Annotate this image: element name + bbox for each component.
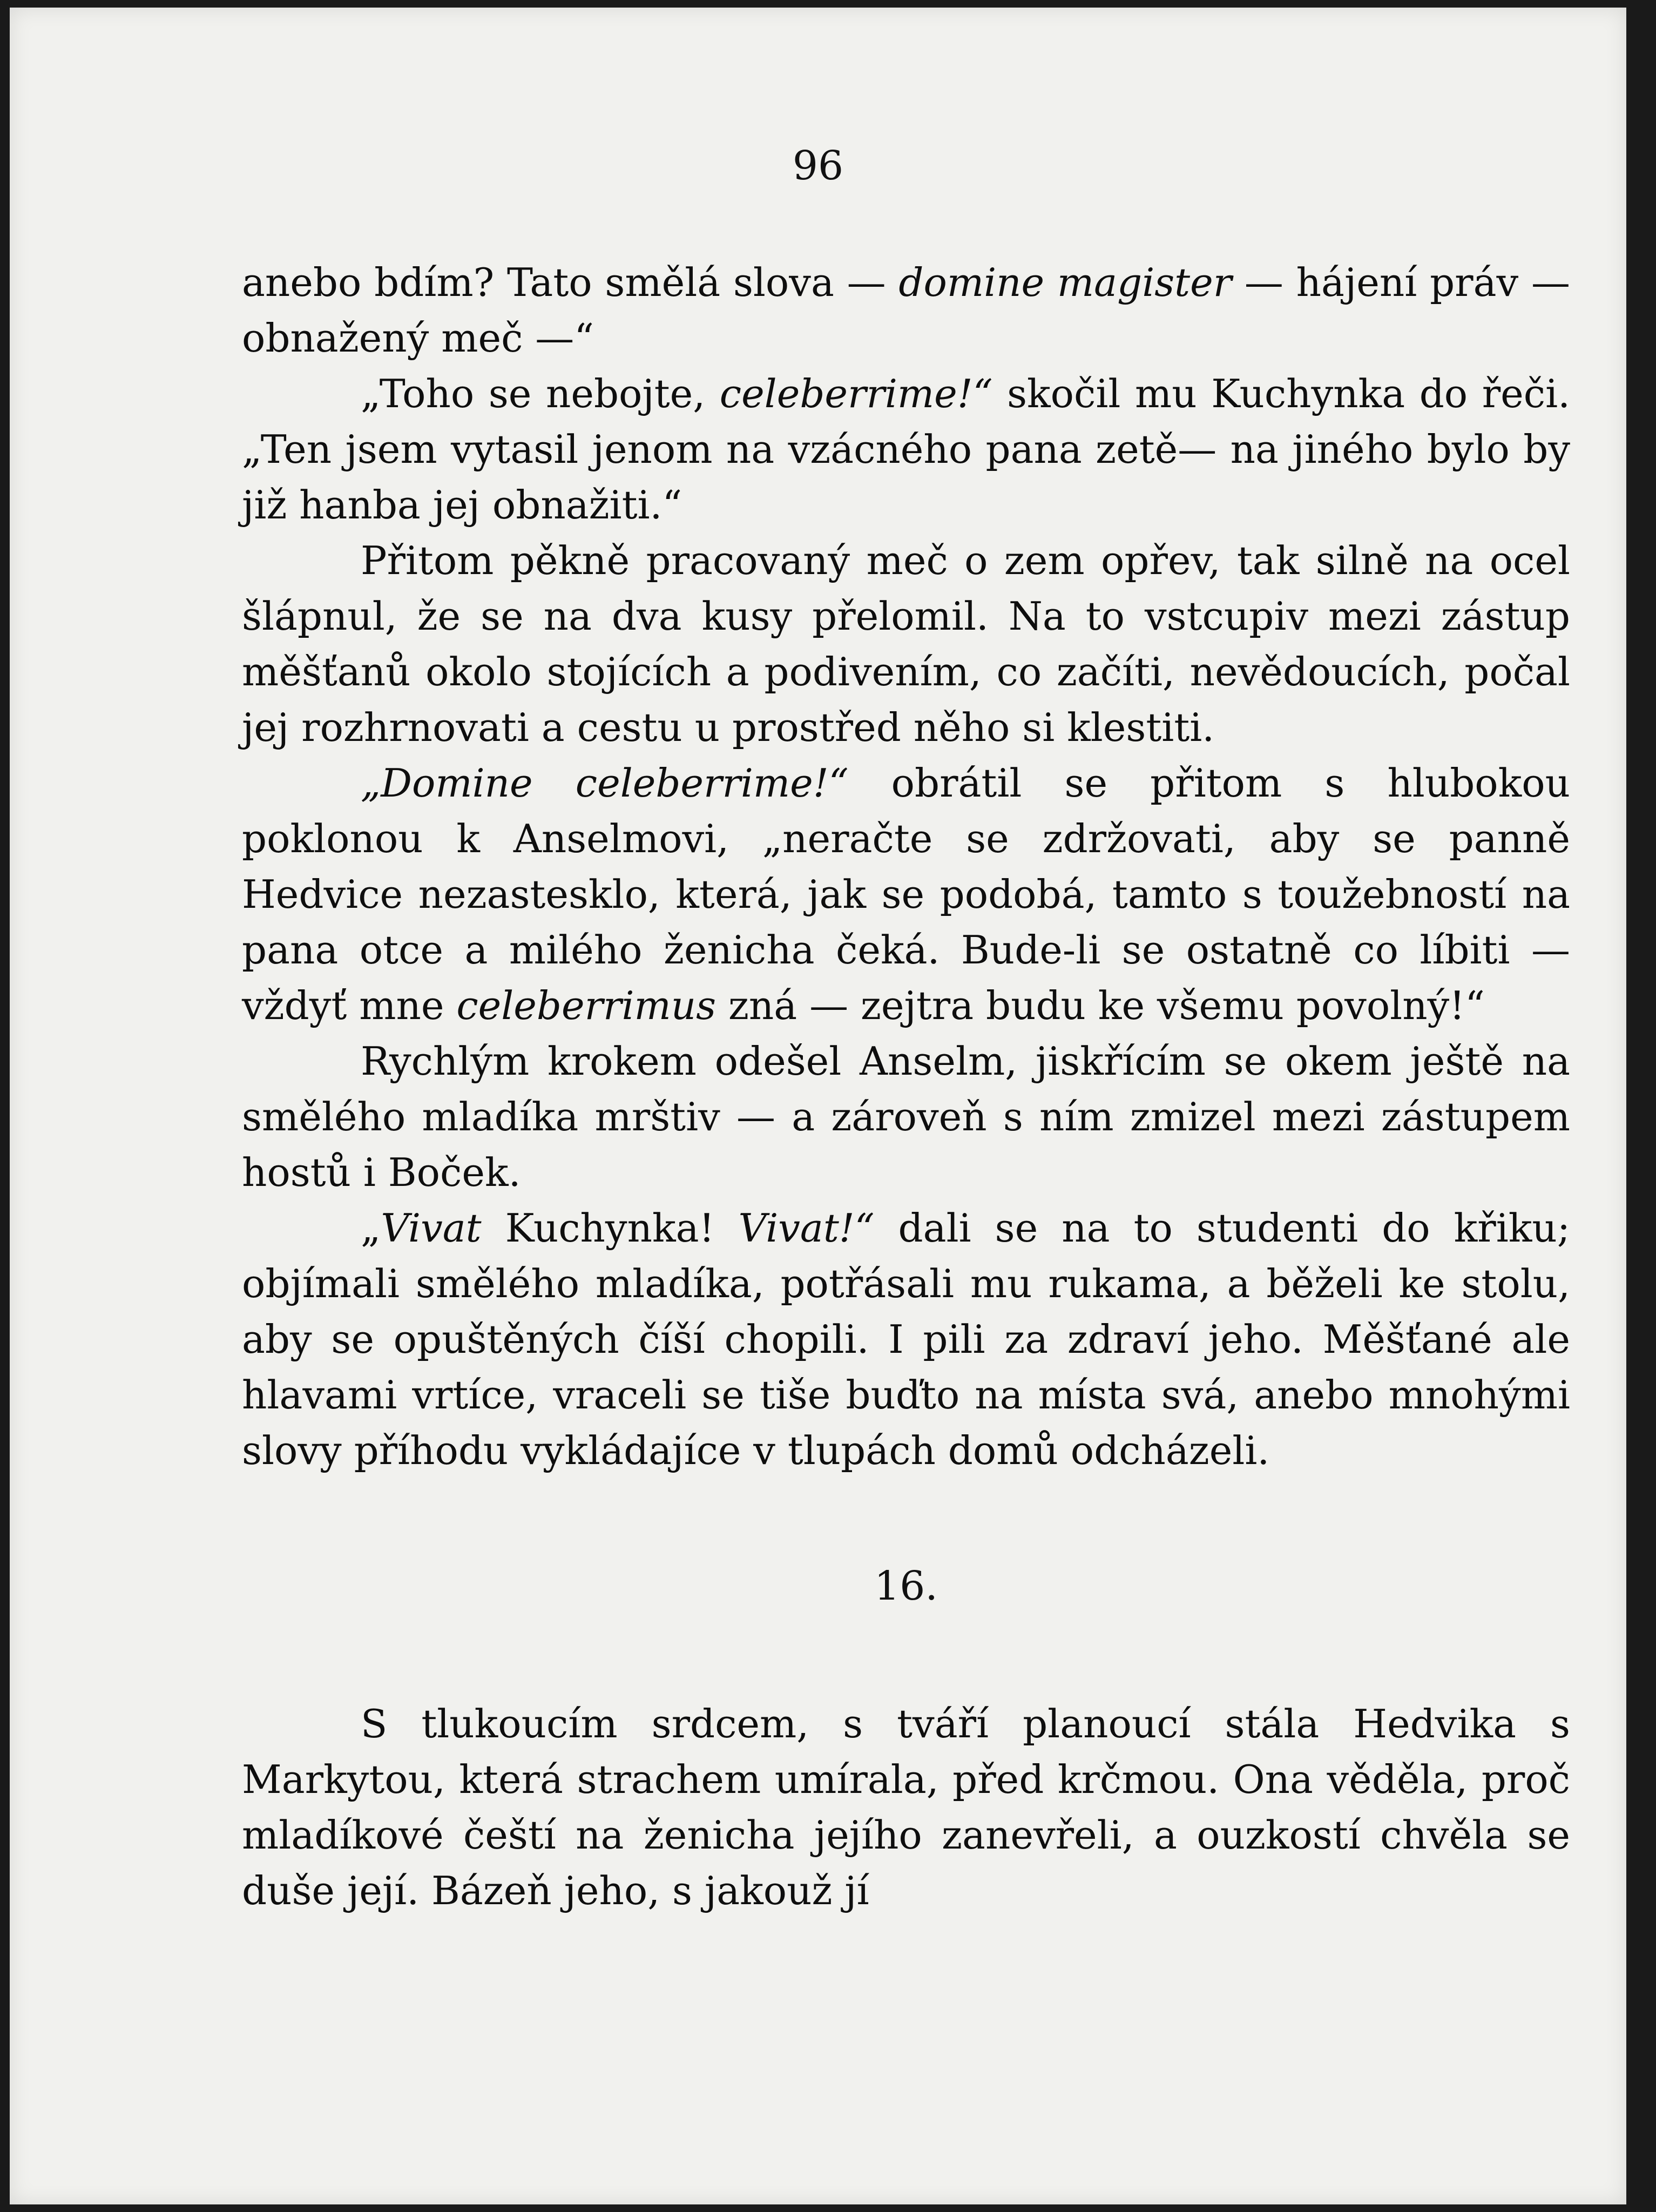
- paragraph-1: [242, 255, 1570, 366]
- paragraph-4: [242, 756, 1570, 1034]
- paragraph-2-text-a: „Toho se nebojte,: [361, 371, 720, 416]
- paragraph-4-italic-a: „Domine celeberrime!“: [361, 760, 849, 806]
- paragraph-7: S tlukoucím srdcem, s tváří planoucí stála Hedvika s Markytou, která strachem umírala, před krčmou. Ona věděla, proč mladíkové čeští na ženicha jejího zanevřeli, a ouzkostí chvěla se duše její. Bázeň jeho, s jakouž jí: [242, 1701, 1570, 1913]
- paragraph-2: [242, 366, 1570, 533]
- page-number: 96: [792, 143, 844, 189]
- book-page: [10, 8, 1626, 2204]
- paragraph-1-italic: domine magister: [898, 260, 1232, 305]
- paragraph-2-text-b: skočil mu Kuchynka do řeči. „Ten jsem vytasil jenom na vzácného pana zetě— na jiného bylo by již hanba jej obnažiti.“: [242, 371, 1571, 528]
- paragraph-2-italic: celeberrime!“: [719, 371, 993, 416]
- paragraph-6-text-b: dali se na to studenti do křiku; objímali smělého mladíka, potřásali mu rukama, a běželi ke stolu, aby se opuštěných číší chopili. I pili za zdraví jeho. Měšťané ale hlavami vrtíce, vraceli se tiše buďto na místa svá, anebo mnohými slovy příhodu vykládajíce v tlupách domů odcházeli.: [242, 1205, 1570, 1473]
- paragraph-6-italic-a: Vivat: [381, 1205, 482, 1251]
- paragraph-5: Rychlým krokem odešel Anselm, jiskřícím se okem ještě na smělého mladíka mrštiv — a zároveň s ním zmizel mezi zástupem hostů i Boček.: [242, 1038, 1570, 1195]
- paragraph-3: Přitom pěkně pracovaný meč o zem opřev, tak silně na ocel šlápnul, že se na dva kusy přelomil. Na to vstcupiv mezi zástup měšťanů okolo stojících a podivením, co začíti, nevědoucích, počal jej rozhrnovati a cestu u prostřed něho si klestiti.: [242, 538, 1570, 750]
- paragraph-4-text-a: obrátil se přitom s hlubokou poklonou k Anselmovi, „neračte se zdržovati, aby se panně Hedvice nezastesklo, která, jak se podobá, tamto s toužebností na pana otce a milého ženicha čeká. Bude-li se ostatně co líbiti — vždyť mne: [242, 760, 1570, 1028]
- paragraph-1-text-b: — hájení práv — obnažený meč —“: [242, 260, 1570, 361]
- chapter-number: 16.: [874, 1563, 938, 1609]
- paragraph-4-italic-b: celeberrimus: [456, 983, 717, 1028]
- paragraph-1-text-a: anebo bdím? Tato smělá slova —: [242, 260, 899, 305]
- paragraph-6-italic-b: Vivat!“: [738, 1205, 875, 1251]
- paragraph-6: [242, 1201, 1570, 1479]
- text-block: [242, 255, 1570, 1919]
- paragraph-6-quote-open: „: [361, 1205, 381, 1251]
- paragraph-6-text-a: Kuchynka!: [481, 1205, 739, 1251]
- paragraph-4-text-b: zná — zejtra budu ke všemu povolný!“: [716, 983, 1485, 1028]
